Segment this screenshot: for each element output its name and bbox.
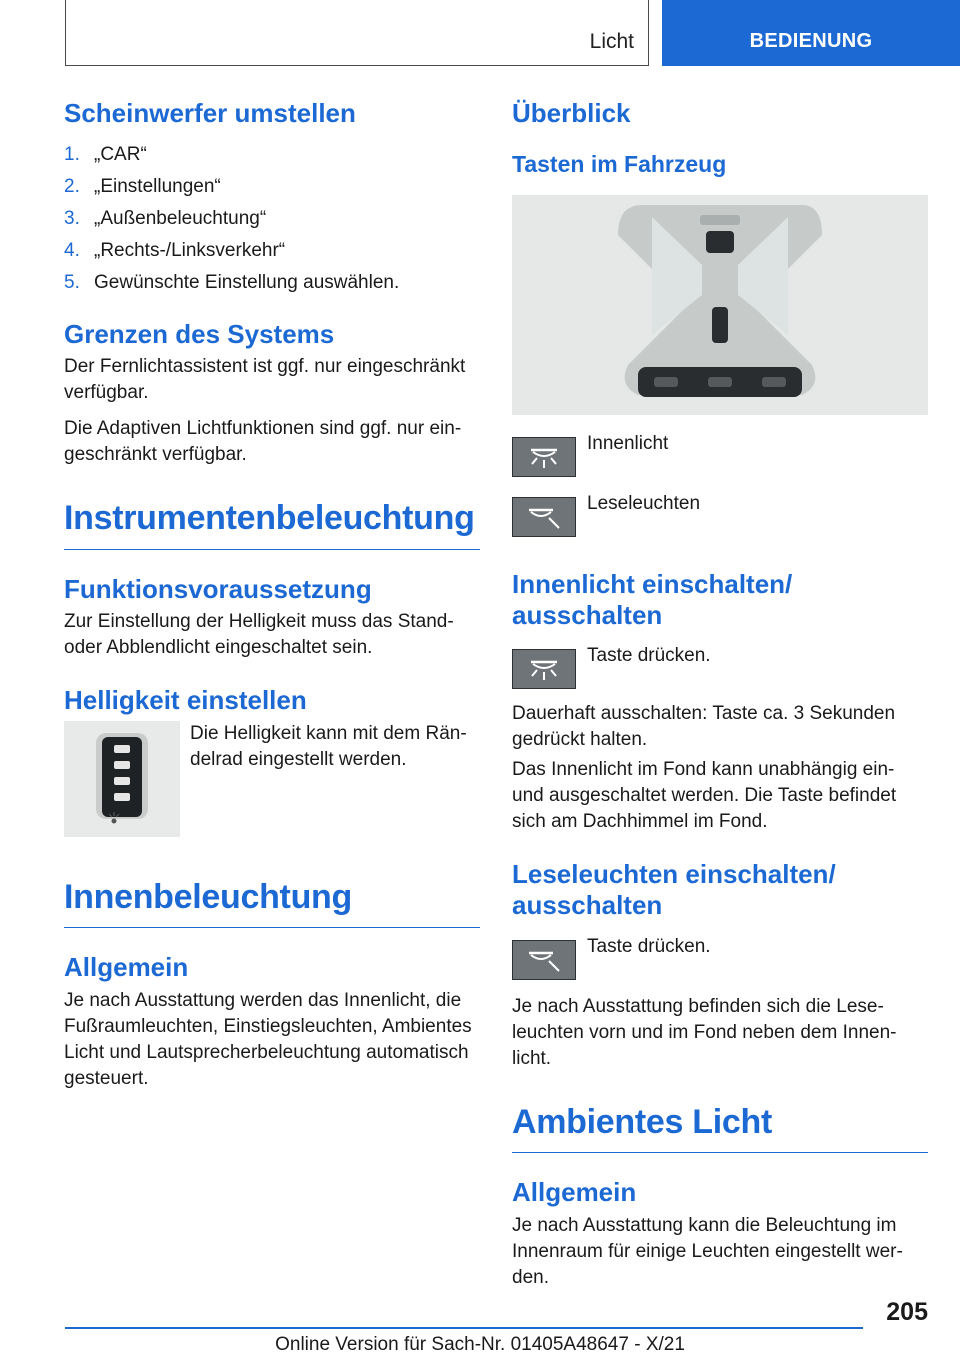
heading-ueberblick: Überblick [512,98,631,128]
heading-innenbeleuchtung: Innenbeleuchtung [64,877,480,929]
dimmer-wheel-image [64,721,180,837]
key-row-innenlicht-2 [512,645,928,689]
key-instruction-2: Taste drücken. [587,935,711,957]
header-chapter-box [65,0,649,66]
key-label-innenlicht: Innenlicht [587,432,669,454]
heading-ambientes-licht: Ambientes Licht [512,1102,928,1154]
list-item: 4. „Rechts-/Linksverkehr“ [64,240,286,262]
dimmer-wheel-icon [64,721,180,837]
reading-light-icon [512,940,576,980]
roof-console-icon [512,195,928,415]
reading-light-icon [512,497,576,537]
heading-allgemein-2: Allgemein [512,1177,637,1208]
heading-instrumentenbeleuchtung: Instrumentenbeleuchtung [64,498,480,550]
roof-console-image [512,195,928,415]
paragraph-helligkeit: Die Helligkeit kann mit dem Rändelrad eingestellt werden. [190,722,467,770]
key-row-leseleuchten-2 [512,935,928,980]
key-label-leseleuchten: Leseleuchten [587,492,701,514]
paragraph-grenzen-2: Die Adaptiven Lichtfunktionen sind ggf. nur eingeschränkt verfügbar. [64,418,462,466]
paragraph-innenlicht-2: Das Innenlicht im Fond kann unabhängig ein- und ausgeschaltet werden. Die Taste befindet sich am Dachhimmel im Fond. [512,759,897,833]
heading-grenzen: Grenzen des Systems [64,319,335,350]
heading-innenlicht-schalten: Innenlicht einschalten/ ausschalten [512,568,793,630]
paragraph-ambientes: Je nach Ausstattung kann die Beleuchtung im Innenraum für einige Leuchten eingestellt werden. [512,1214,903,1288]
list-item: 5. Gewünschte Einstellung auswählen. [64,272,400,294]
chapter-title: Licht [589,30,634,53]
helligkeit-block [64,721,480,837]
heading-scheinwerfer: Scheinwerfer umstellen [64,98,356,128]
interior-light-icon [512,649,576,689]
left-column [64,98,480,1092]
page-number: 205 [886,1298,928,1326]
right-column [512,98,928,1291]
paragraph-leseleuchten: Je nach Ausstattung befinden sich die Leseleuchten vorn und im Fond neben dem Innenlicht. [512,995,897,1069]
footer-divider [65,1327,863,1329]
paragraph-grenzen-1: Der Fernlichtassistent ist ggf. nur eingeschränkt verfügbar. [64,356,466,404]
heading-leseleuchten-schalten: Leseleuchten einschalten/ ausschalten [512,859,836,921]
footer-text: Online Version für Sach-Nr. 01405A48647 - X/21 [275,1334,685,1355]
key-row-innenlicht [512,432,928,477]
list-item: 3. „Außenbeleuchtung“ [64,208,267,230]
paragraph-funktion: Zur Einstellung der Helligkeit muss das Stand- oder Abblendlicht eingeschaltet sein. [64,611,454,659]
section-tab: BEDIENUNG [662,0,960,66]
heading-helligkeit: Helligkeit einstellen [64,685,307,716]
heading-funktionsvoraussetzung: Funktionsvoraussetzung [64,574,372,605]
list-item: 2. „Einstellungen“ [64,176,221,198]
paragraph-innenlicht-1: Dauerhaft ausschalten: Taste ca. 3 Sekunden gedrückt halten. [512,703,896,751]
paragraph-allgemein: Je nach Ausstattung werden das Innenlicht, die Fußraumleuchten, Einstiegsleuchten, Ambientes Licht und Lautsprecherbeleuchtung automatisch gesteuert. [64,989,472,1089]
steps-list [64,139,480,299]
key-instruction-1: Taste drücken. [587,645,711,667]
interior-light-icon [512,437,576,477]
list-item: 1. „CAR“ [64,144,147,166]
key-row-leseleuchten [512,492,928,537]
heading-tasten: Tasten im Fahrzeug [512,151,727,178]
heading-allgemein: Allgemein [64,952,189,983]
